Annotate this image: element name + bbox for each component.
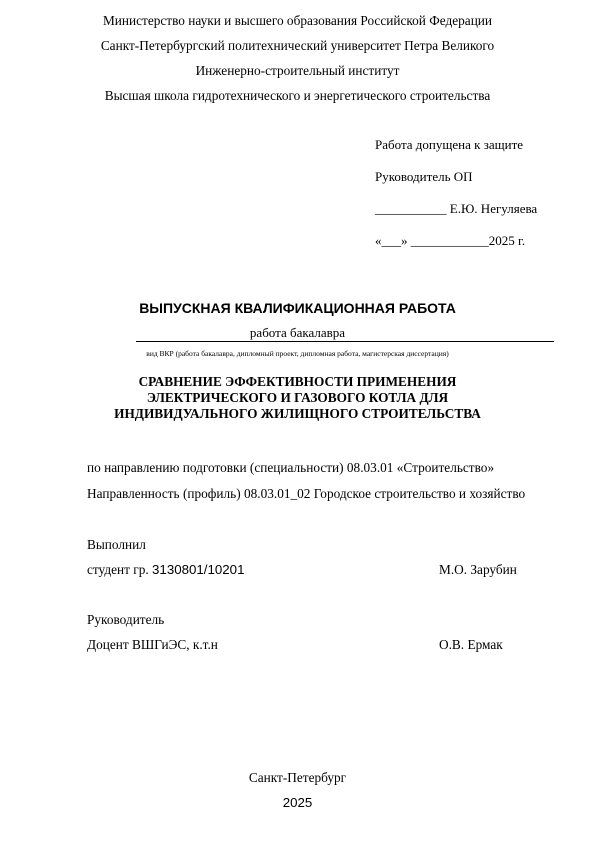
institute-line: Инженерно-строительный институт	[195, 63, 400, 78]
approval-head-title: Руководитель ОП	[375, 169, 473, 184]
work-type-hint: вид ВКР (работа бакалавра, дипломный проект, дипломная работа, магистерская диссертация)	[146, 349, 449, 358]
approval-signature-line: ___________ Е.Ю. Негуляева	[375, 201, 538, 216]
topic-line-2: ЭЛЕКТРИЧЕСКОГО И ГАЗОВОГО КОТЛА ДЛЯ	[146, 390, 449, 405]
student-name: М.О. Зарубин	[439, 562, 517, 577]
footer-city: Санкт-Петербург	[248, 770, 347, 785]
approval-admitted: Работа допущена к защите	[375, 137, 524, 152]
performed-label: Выполнил	[87, 537, 146, 552]
work-type-underline	[136, 341, 554, 342]
student-prefix: студент гр.	[87, 562, 153, 577]
supervisor-label: Руководитель	[87, 612, 165, 627]
topic-line-3: ИНДИВИДУАЛЬНОГО ЖИЛИЩНОГО СТРОИТЕЛЬСТВА	[114, 406, 481, 421]
footer-year: 2025	[282, 795, 313, 810]
approval-date-line: «___» ____________2025 г.	[375, 233, 526, 248]
student-line	[87, 562, 244, 578]
supervisor-name: О.В. Ермак	[439, 637, 503, 652]
supervisor-position: Доцент ВШГиЭС, к.т.н	[87, 637, 218, 652]
student-group: 3130801/10201	[152, 562, 245, 577]
work-type: работа бакалавра	[249, 325, 346, 340]
university-line: Санкт-Петербургский политехнический университет Петра Великого	[100, 38, 495, 53]
direction-program: по направлению подготовки (специальности) 08.03.01 «Строительство»	[87, 460, 495, 475]
topic-line-1: СРАВНЕНИЕ ЭФФЕКТИВНОСТИ ПРИМЕНЕНИЯ	[138, 374, 457, 389]
work-title: ВЫПУСКНАЯ КВАЛИФИКАЦИОННАЯ РАБОТА	[139, 300, 456, 316]
ministry-line: Министерство науки и высшего образования Российской Федерации	[102, 13, 493, 28]
direction-profile: Направленность (профиль) 08.03.01_02 Городское строительство и хозяйство	[87, 486, 526, 501]
school-line: Высшая школа гидротехнического и энергетического строительства	[104, 88, 491, 103]
